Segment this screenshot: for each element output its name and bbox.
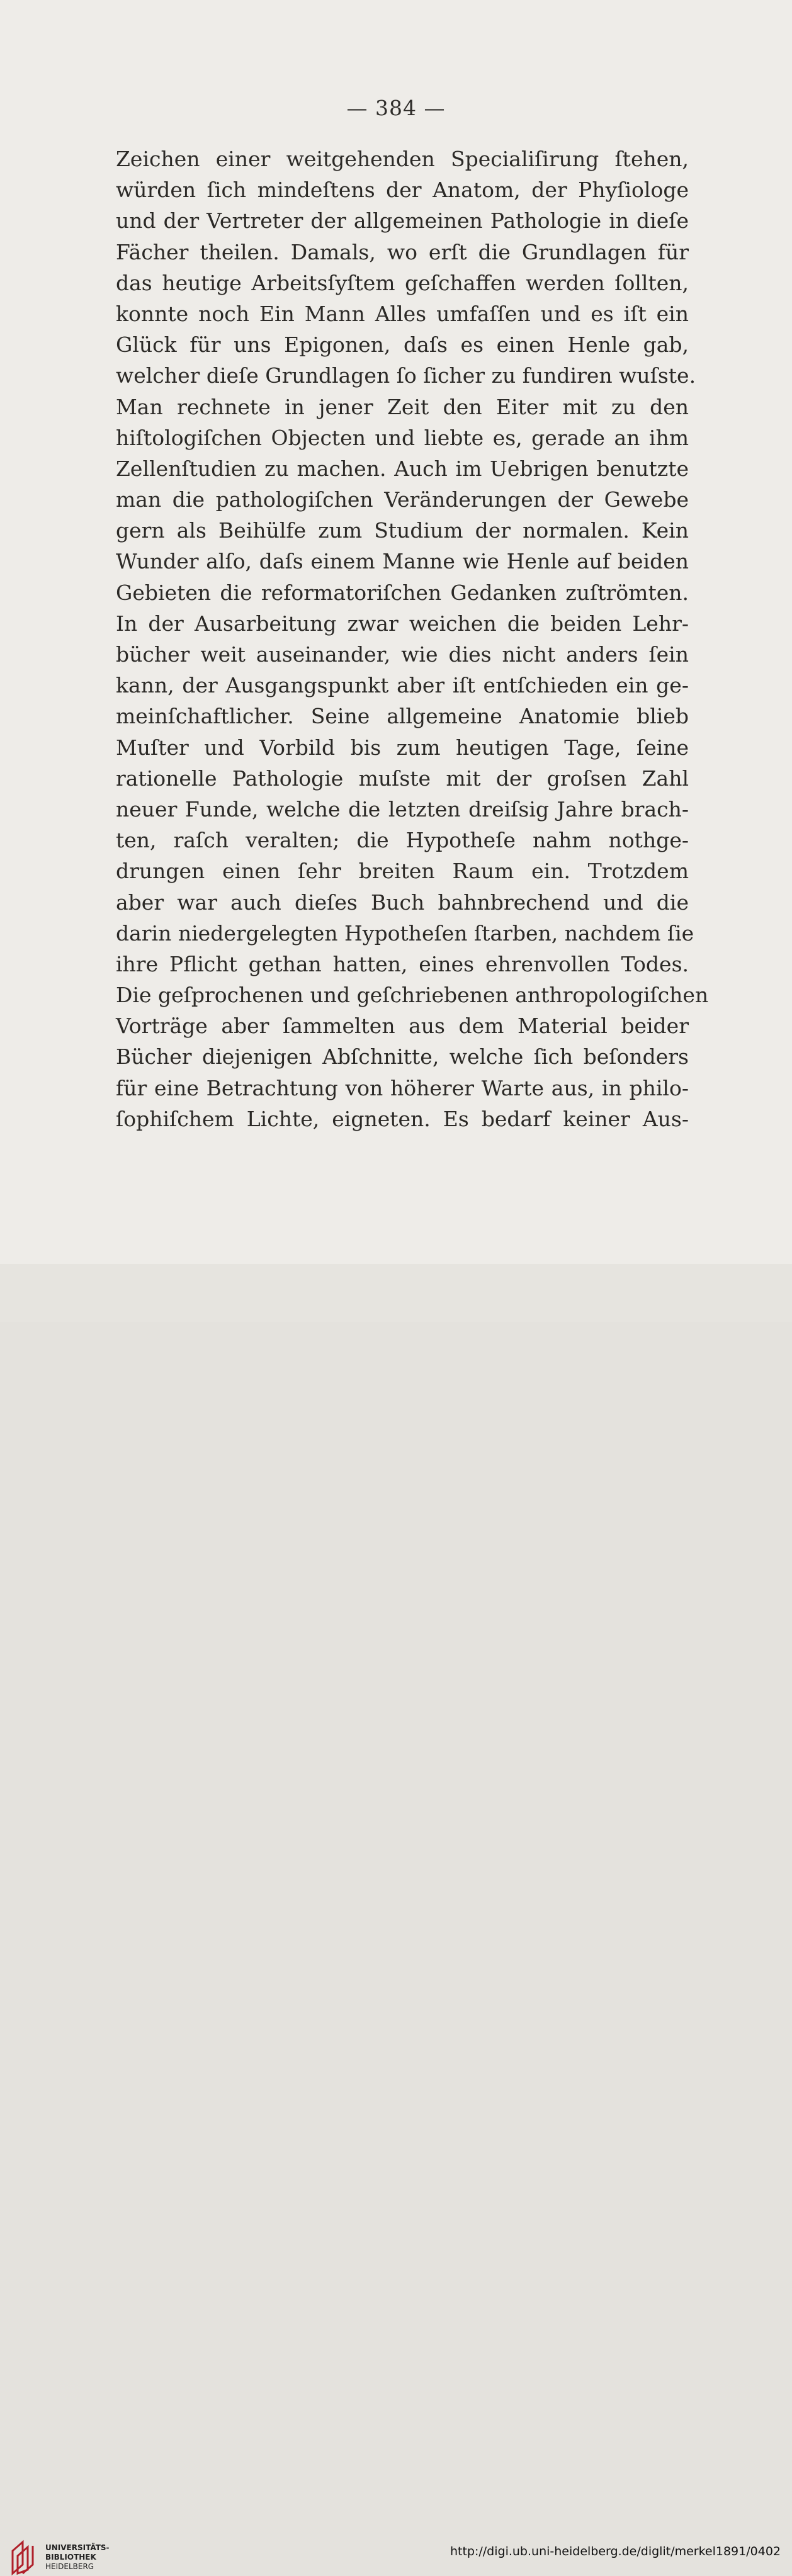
text-line: bücher weit auseinander, wie dies nicht anders ſein — [116, 642, 689, 667]
text-line: konnte noch Ein Mann Alles umfaſſen und es iſt ein — [116, 301, 689, 326]
text-line: welcher dieſe Grundlagen ſo ſicher zu fundiren wuſste. — [116, 363, 696, 388]
text-line: Man rechnete in jener Zeit den Eiter mit zu den — [116, 394, 689, 419]
text-line: Muſter und Vorbild bis zum heutigen Tage, ſeine — [116, 735, 689, 760]
text-line: meinſchaftlicher. Seine allgemeine Anatomie blieb — [116, 704, 689, 729]
text-line: darin niedergelegten Hypotheſen ſtarben, nachdem ſie — [116, 920, 694, 946]
book-page — [0, 0, 792, 1264]
library-name-line: HEIDELBERG — [45, 2562, 94, 2571]
library-name-line: BIBLIOTHEK — [45, 2553, 96, 2562]
text-line: das heutige Arbeitsſyſtem geſchaffen werden ſollten, — [116, 270, 689, 295]
library-logo-icon — [9, 2537, 39, 2576]
text-line: Zeichen einer weitgehenden Specialiſirung ſtehen, — [116, 147, 689, 171]
text-line: würden ſich mindeſtens der Anatom, der Phyſiologe — [116, 178, 689, 203]
text-line: In der Ausarbeitung zwar weichen die beiden Lehr- — [116, 611, 689, 636]
text-line: ſophiſchem Lichte, eigneten. Es bedarf keiner Aus- — [116, 1106, 689, 1131]
text-line: für eine Betrachtung von höherer Warte aus, in philo- — [116, 1075, 689, 1100]
text-line: und der Vertreter der allgemeinen Pathologie in dieſe — [116, 208, 689, 234]
body-text — [116, 144, 709, 1134]
text-line: gern als Beihülfe zum Studium der normalen. Kein — [116, 518, 689, 543]
source-url[interactable]: http://digi.ub.uni-heidelberg.de/diglit/merkel1891/0402 — [450, 2545, 781, 2558]
text-line: drungen einen ſehr breiten Raum ein. Trotzdem — [116, 859, 689, 884]
text-line: Wunder alſo, daſs einem Manne wie Henle auf beiden — [116, 549, 689, 574]
text-line: hiſtologiſchen Objecten und liebte es, gerade an ihm — [116, 425, 689, 450]
text-line: kann, der Ausgangspunkt aber iſt entſchieden ein ge- — [116, 673, 689, 698]
text-line: Zellenſtudien zu machen. Auch im Uebrigen benutzte — [116, 456, 689, 481]
text-line: neuer Funde, welche die letzten dreiſsig Jahre brach- — [116, 796, 689, 822]
library-name-line: UNIVERSITÄTS- — [45, 2543, 110, 2552]
text-line: aber war auch dieſes Buch bahnbrechend und die — [116, 890, 689, 915]
text-line: rationelle Pathologie muſste mit der groſsen Zahl — [116, 765, 689, 791]
text-line: Bücher diejenigen Abſchnitte, welche ſich beſonders — [116, 1044, 689, 1070]
text-line: Vorträge aber ſammelten aus dem Material beider — [116, 1014, 689, 1039]
text-line: Glück für uns Epigonen, daſs es einen Henle gab, — [116, 332, 689, 358]
text-line: Fächer theilen. Damals, wo erſt die Grundlagen für — [116, 239, 689, 264]
text-line: man die pathologiſchen Veränderungen der Gewebe — [116, 487, 689, 512]
footer-bar — [0, 1264, 792, 2571]
text-line: Die geſprochenen und geſchriebenen anthropologiſchen — [116, 983, 709, 1008]
text-line: Gebieten die reformatoriſchen Gedanken zuſtrömten. — [116, 580, 689, 605]
library-name — [45, 2543, 110, 2572]
text-line: ten, raſch veralten; die Hypotheſe nahm nothge- — [116, 828, 689, 853]
page-number: — 384 — — [346, 96, 446, 120]
text-line: ihre Pflicht gethan hatten, eines ehrenvollen Todes. — [116, 951, 689, 976]
